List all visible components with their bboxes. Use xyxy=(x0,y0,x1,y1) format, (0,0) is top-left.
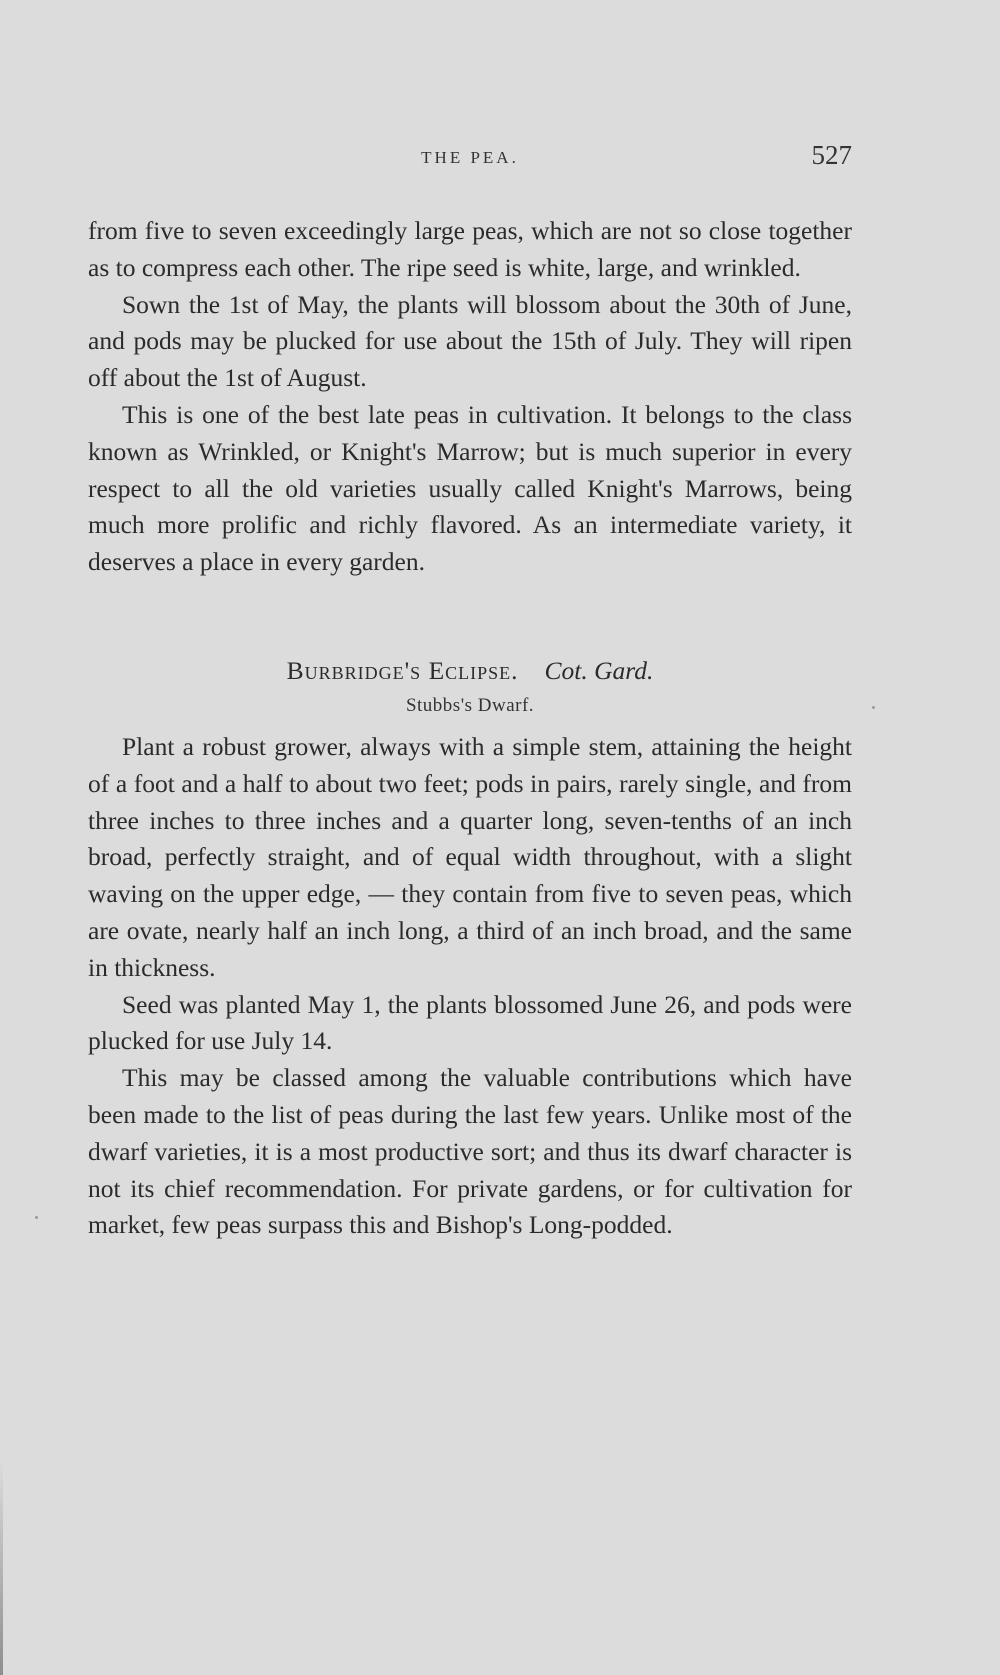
variety-synonym: Stubbs's Dwarf. xyxy=(405,694,535,716)
variety-authority: Cot. Gard. xyxy=(544,655,654,685)
variety-name: Burbridge's Eclipse. xyxy=(286,655,519,685)
paragraph-assessment: This is one of the best late peas in cultivation. It belongs to the class known as Wrinkled, or Knight's Marrow; but is much superior in every respect to all the old varieties usually called Knight's Marrows, being much more prolific and richly flavored. As an intermediate variety, it deserves a place in every garden. xyxy=(88,399,852,577)
paper-speck xyxy=(872,706,875,709)
section-heading xyxy=(88,653,852,689)
body-text xyxy=(88,213,852,1244)
binding-edge xyxy=(0,1460,3,1675)
page-number: 527 xyxy=(811,140,852,170)
paragraph-description: Plant a robust grower, always with a simple stem, attaining the height of a foot and a half to about two feet; pods in pairs, rarely single, and from three inches to three inches and a quarter long, seven-tenths of an inch broad, perfectly straight, and of equal width throughout, with a slight waving on the upper edge, — they contain from five to seven peas, which are ovate, nearly half an inch long, a third of an inch broad, and the same in thickness. xyxy=(88,731,852,982)
paragraph-evaluation: This may be classed among the valuable contributions which have been made to the list of peas during the last few years. Unlike most of the dwarf varieties, it is a most productive sort; and thus its dwarf character is not its chief recommendation. For private gardens, or for cultivation for market, few peas surpass this and Bishop's Long-podded. xyxy=(88,1063,852,1240)
paragraph-continuation: from five to seven exceedingly large peas, which are not so close together as to compress each other. The ripe seed is white, large, and wrinkled. xyxy=(88,216,852,282)
running-title: THE PEA. xyxy=(421,148,519,167)
paragraph-sowing: Sown the 1st of May, the plants will blossom about the 30th of June, and pods may be plucked for use about the 15th of July. They will ripen off about the 1st of August. xyxy=(88,289,852,393)
paragraph-planting: Seed was planted May 1, the plants blossomed June 26, and pods were plucked for use July 14. xyxy=(88,989,852,1056)
running-head xyxy=(88,140,852,180)
paper-speck xyxy=(35,1216,38,1219)
